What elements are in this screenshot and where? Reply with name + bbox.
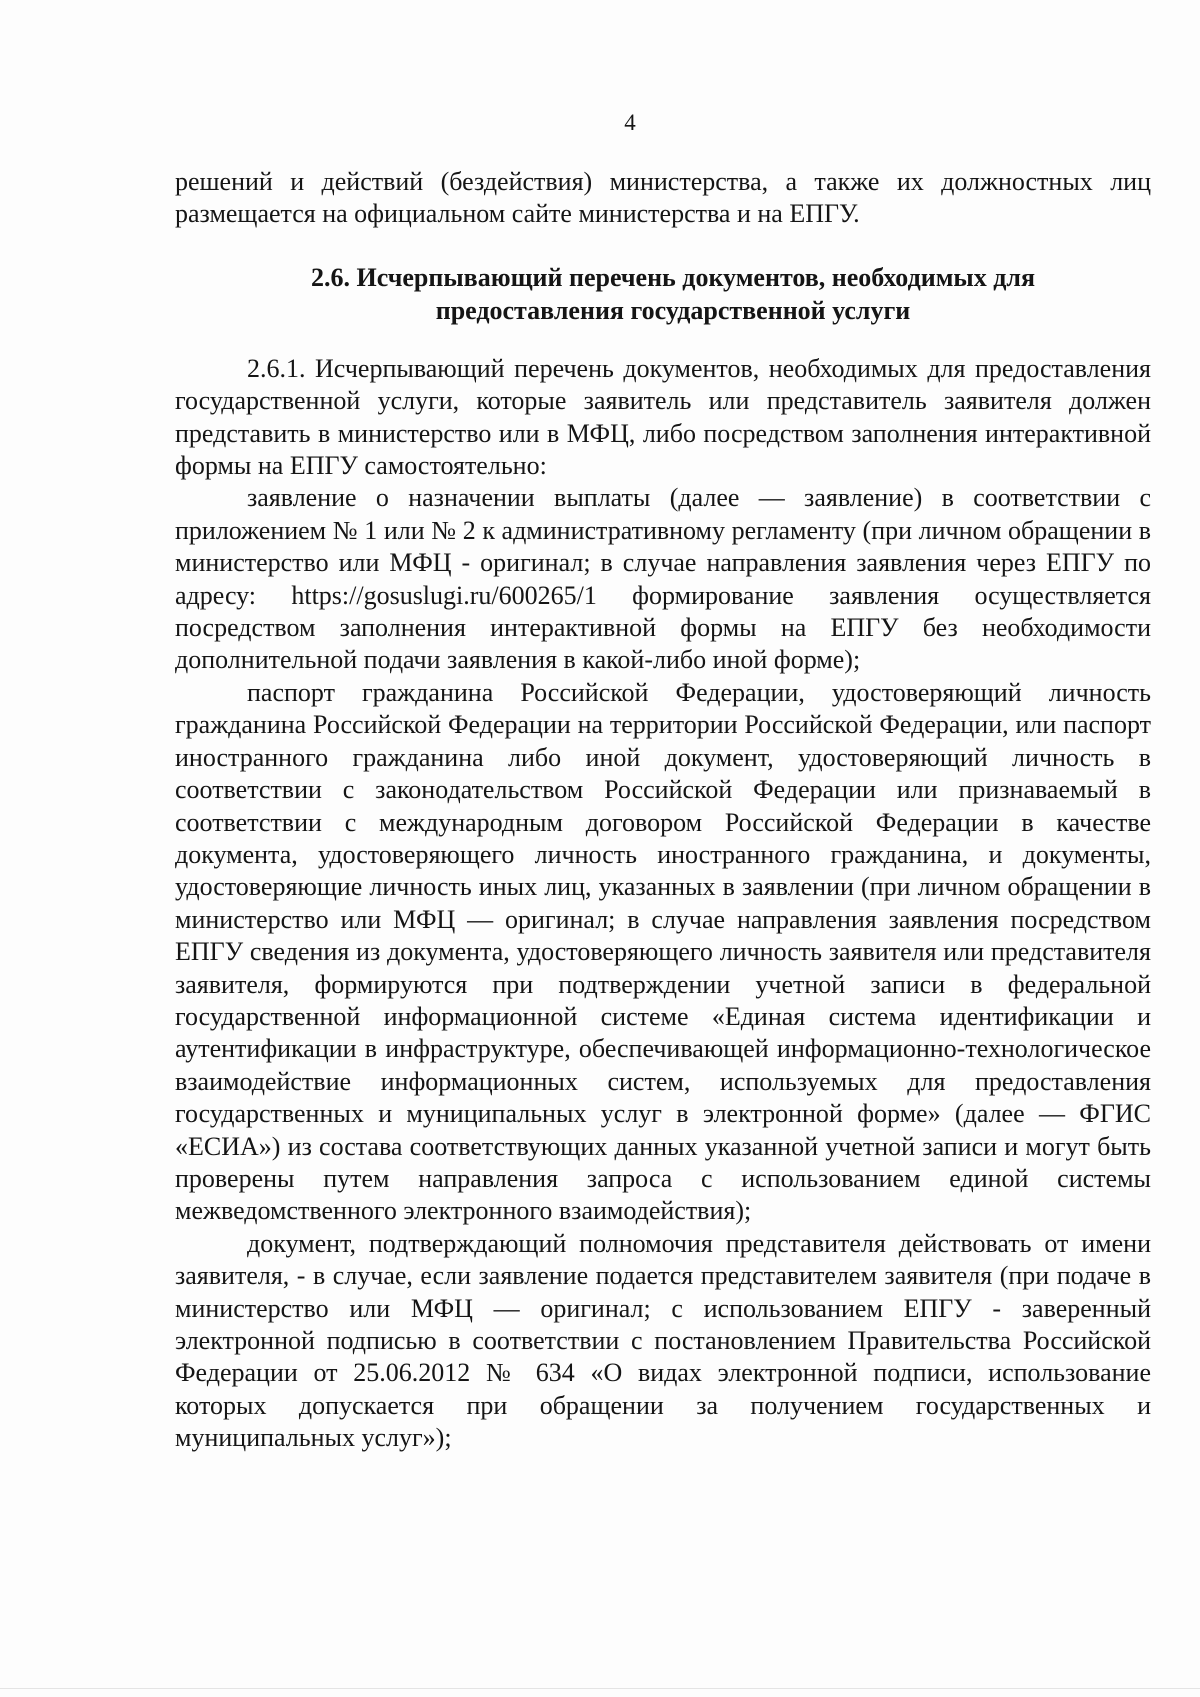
paragraph-passport: паспорт гражданина Российской Федерации, удостоверяющий личность гражданина Российской Федерации на территории Российской Федерации, или паспорт иностранного гражданина либо иной документ, удостоверяющий личность в соответствии с законодательством Российской Федерации или признаваемый в соответствии с международным договором Российской Федерации в качестве документа, удостоверяющего личность иностранного гражданина, и документы, удостоверяющие личность иных лиц, указанных в заявлении (при личном обращении в министерство или МФЦ — оригинал; в случае направления заявления посредством ЕПГУ сведения из документа, удостоверяющего личность заявителя или представителя заявителя, формируются при подтверждении учетной записи в федеральной государственной информационной системе «Единая система идентификации и аутентификации в инфраструктуре, обеспечивающей информационно-технологическое взаимодействие информационных систем, используемых для предоставления государственных и муниципальных услуг в электронной форме» (далее — ФГИС «ЕСИА») из состава соответствующих данных указанной учетной записи и могут быть проверены путем направления запроса с использованием единой системы межведомственного электронного взаимодействия);: [175, 677, 1151, 1226]
section-heading-line-1: 2.6. Исчерпывающий перечень документов, необходимых для: [310, 262, 1036, 292]
paragraph-authority: документ, подтверждающий полномочия представителя действовать от имени заявителя, - в случае, если заявление подается представителем заявителя (при подаче в министерство или МФЦ — оригинал; с использованием ЕПГУ - заверенный электронной подписью в соответствии с постановлением Правительства Российской Федерации от 25.06.2012 № 634 «О видах электронной подписи, использование которых допускается при обращении за получением государственных и муниципальных услуг»);: [175, 1228, 1151, 1453]
document-body: [175, 166, 1151, 1455]
scan-edge-line: [0, 1688, 1200, 1689]
continuation-paragraph: решений и действий (бездействия) министерства, а также их должностных лиц размещается на официальном сайте министерства и на ЕПГУ.: [175, 167, 1151, 229]
section-heading: [175, 261, 1151, 327]
paragraph-2-6-1: 2.6.1. Исчерпывающий перечень документов, необходимых для предоставления государственной услуги, которые заявитель или представитель заявителя должен представить в министерство или в МФЦ, либо посредством заполнения интерактивной формы на ЕПГУ самостоятельно:: [175, 353, 1151, 481]
page-number: 4: [624, 110, 636, 135]
section-heading-line-2: предоставления государственной услуги: [435, 295, 911, 325]
paragraph-application: заявление о назначении выплаты (далее — заявление) в соответствии с приложением № 1 или № 2 к административному регламенту (при личном обращении в министерство или МФЦ - оригинал; в случае направления заявления через ЕПГУ по адресу: https://gosuslugi.ru/600265/1 формирование заявления осуществляется посредством заполнения интерактивной формы на ЕПГУ без необходимости дополнительной подачи заявления в какой-либо иной форме);: [175, 483, 1151, 675]
